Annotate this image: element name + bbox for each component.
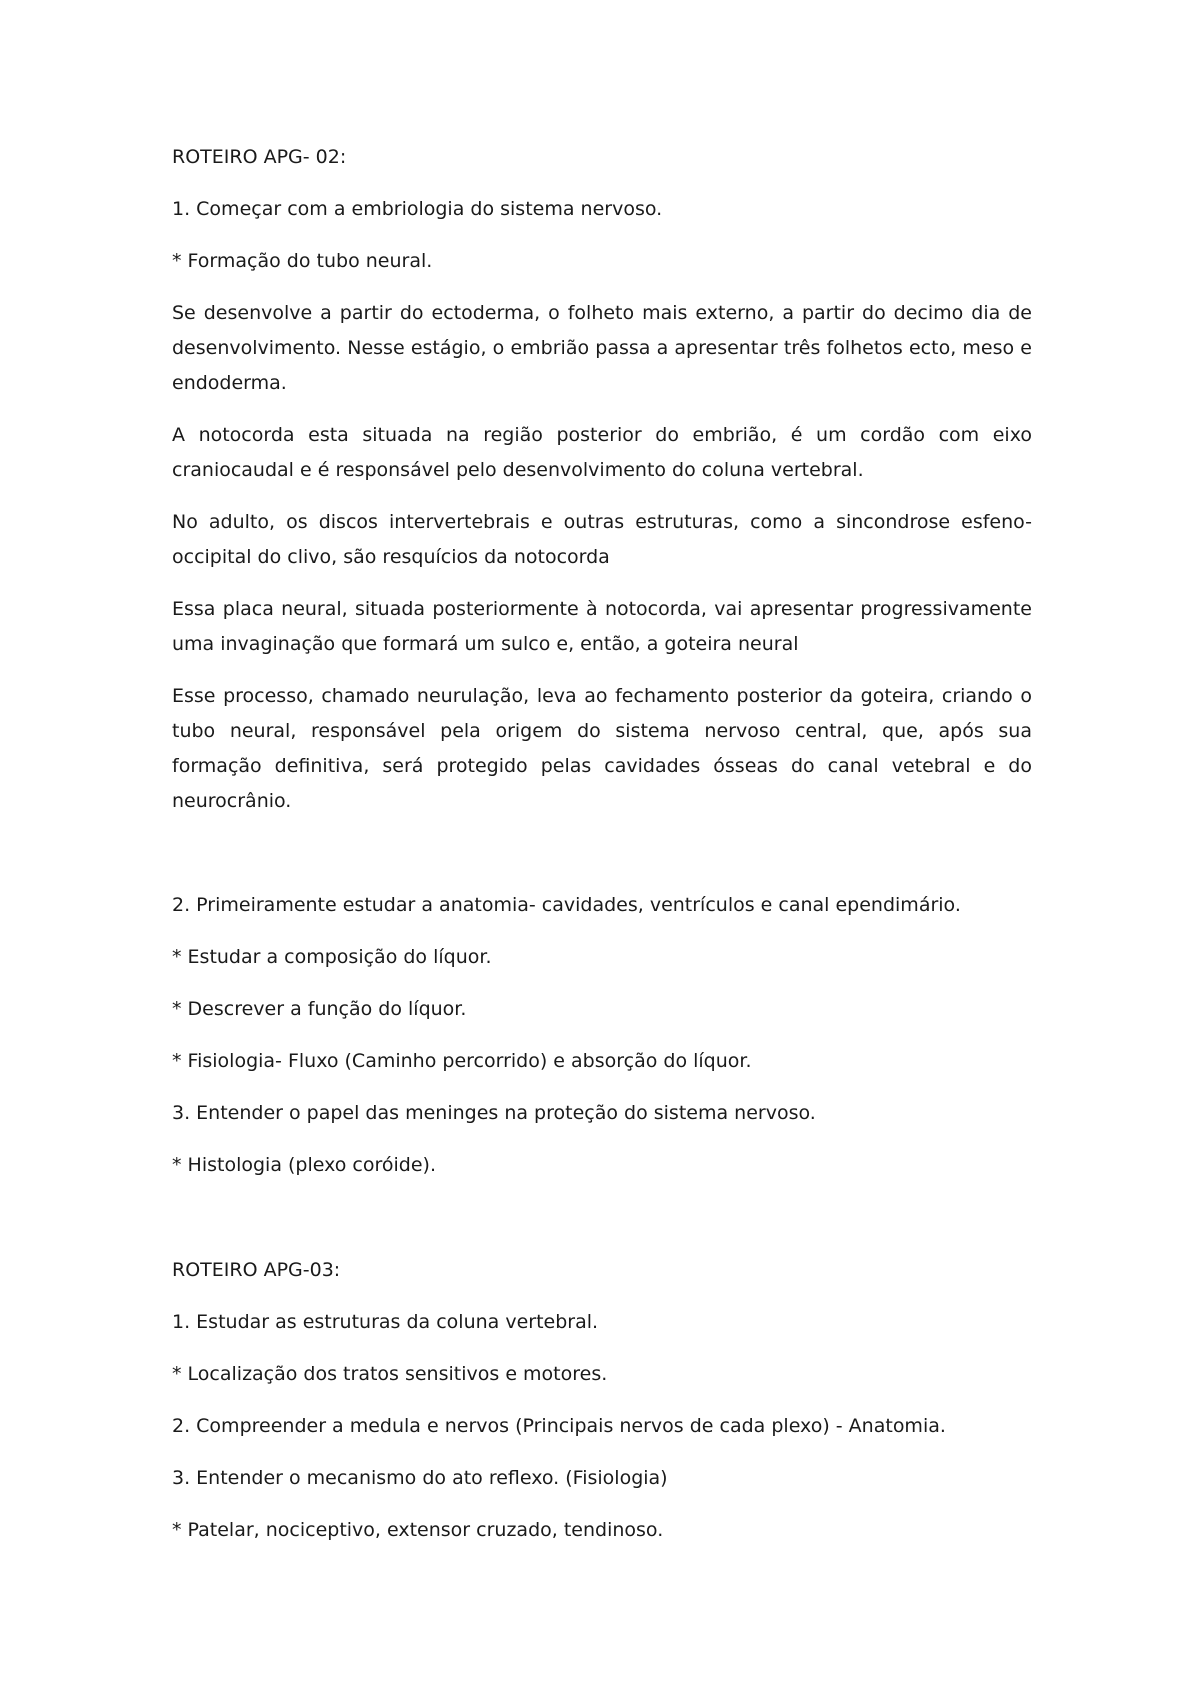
list-item: 1. Começar com a embriologia do sistema nervoso. xyxy=(172,198,663,220)
paragraph: Esse processo, chamado neurulação, leva ao fechamento posterior da goteira, criando o tubo neural, responsável pela origem do sistema nervoso central, que, após sua formação definitiva, será protegido pelas cavidades ósseas do canal vetebral e do neurocrânio. xyxy=(172,685,1032,812)
list-subitem: * Histologia (plexo coróide). xyxy=(172,1154,437,1176)
section-title-apg02: ROTEIRO APG- 02: xyxy=(172,146,347,168)
list-subitem: * Fisiologia- Fluxo (Caminho percorrido) e absorção do líquor. xyxy=(172,1050,752,1072)
spacer xyxy=(172,1200,1032,1253)
section-title-apg03: ROTEIRO APG-03: xyxy=(172,1259,341,1281)
list-item: 1. Estudar as estruturas da coluna vertebral. xyxy=(172,1311,599,1333)
paragraph: Essa placa neural, situada posteriormente à notocorda, vai apresentar progressivamente uma invaginação que formará um sulco e, então, a goteira neural xyxy=(172,598,1032,655)
list-item: 3. Entender o mecanismo do ato reflexo. (Fisiologia) xyxy=(172,1467,668,1489)
paragraph: A notocorda esta situada na região posterior do embrião, é um cordão com eixo craniocaudal e é responsável pelo desenvolvimento do coluna vertebral. xyxy=(172,424,1032,481)
list-subitem: * Localização dos tratos sensitivos e motores. xyxy=(172,1363,608,1385)
paragraph: No adulto, os discos intervertebrais e outras estruturas, como a sincondrose esfeno-occipital do clivo, são resquícios da notocorda xyxy=(172,511,1032,568)
document-page xyxy=(172,140,1032,1565)
list-subitem: * Descrever a função do líquor. xyxy=(172,998,467,1020)
list-subitem: * Formação do tubo neural. xyxy=(172,250,433,272)
list-item: 2. Primeiramente estudar a anatomia- cavidades, ventrículos e canal ependimário. xyxy=(172,894,961,916)
list-item: 2. Compreender a medula e nervos (Principais nervos de cada plexo) - Anatomia. xyxy=(172,1415,946,1437)
list-item: 3. Entender o papel das meninges na proteção do sistema nervoso. xyxy=(172,1102,816,1124)
list-subitem: * Estudar a composição do líquor. xyxy=(172,946,492,968)
list-subitem: * Patelar, nociceptivo, extensor cruzado, tendinoso. xyxy=(172,1519,664,1541)
paragraph: Se desenvolve a partir do ectoderma, o folheto mais externo, a partir do decimo dia de desenvolvimento. Nesse estágio, o embrião passa a apresentar três folhetos ecto, meso e endoderma. xyxy=(172,302,1032,394)
spacer xyxy=(172,836,1032,888)
